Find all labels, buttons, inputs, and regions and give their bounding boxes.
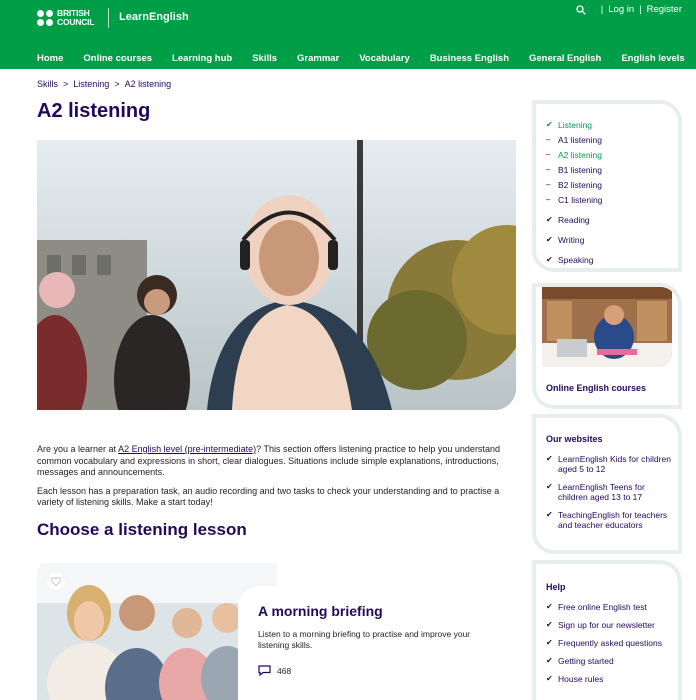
hero-image: [37, 140, 516, 410]
check-icon: ✔: [546, 674, 553, 683]
heart-icon: [51, 577, 61, 586]
online-courses-title[interactable]: Online English courses: [546, 383, 647, 393]
breadcrumb-skills[interactable]: Skills: [37, 79, 59, 89]
help-getting-started[interactable]: ✔ Getting started: [546, 656, 614, 666]
check-icon: ✔: [546, 235, 553, 244]
our-websites: [532, 414, 682, 554]
intro-paragraph-2: Each lesson has a preparation task, an audio recording and two tasks to check your understanding and to practise a variety of listening skills. Make a start today!: [37, 485, 500, 507]
main-nav: [37, 53, 696, 64]
help-free-test[interactable]: ✔ Free online English test: [546, 602, 647, 612]
british-council-logo[interactable]: [37, 9, 94, 26]
search-icon[interactable]: [576, 5, 586, 15]
nav-learning-hub[interactable]: Learning hub: [172, 53, 233, 64]
nav-home[interactable]: Home: [37, 53, 64, 64]
section-title: Choose a listening lesson: [37, 520, 247, 539]
sidebar-item-a1-listening[interactable]: – A1 listening: [546, 135, 602, 145]
check-icon: ✔: [546, 120, 553, 129]
courses-photo: [542, 287, 672, 367]
check-icon: ✔: [546, 510, 553, 519]
nav-business-english[interactable]: Business English: [429, 53, 509, 64]
logo-line2: COUNCIL: [57, 16, 95, 27]
site-header: [0, 0, 696, 69]
sidebar-item-reading[interactable]: ✔ Reading: [546, 215, 590, 225]
brand-name[interactable]: LearnEnglish: [119, 11, 189, 23]
logo-dots-icon: [37, 10, 53, 26]
help-menu: [532, 560, 682, 700]
nav-online-courses[interactable]: Online courses: [83, 53, 153, 64]
help-faq[interactable]: ✔ Frequently asked questions: [546, 638, 662, 648]
login-link[interactable]: Log in: [608, 4, 635, 15]
breadcrumb-listening[interactable]: Listening: [73, 79, 110, 89]
breadcrumb: Skills > Listening > A2 listening: [37, 79, 172, 89]
check-icon: ✔: [546, 482, 553, 491]
register-link[interactable]: Register: [646, 4, 682, 15]
website-learnenglish-teens[interactable]: ✔ LearnEnglish Teens for children aged 13 to 17: [546, 482, 645, 502]
skills-menu: [532, 100, 682, 272]
help-title: Help: [546, 582, 566, 592]
nav-vocabulary[interactable]: Vocabulary: [359, 53, 410, 64]
sidebar-item-writing[interactable]: ✔ Writing: [546, 235, 585, 245]
check-icon: ✔: [546, 215, 553, 224]
lesson-description: Listen to a morning briefing to practise and improve your listening skills.: [258, 629, 471, 650]
check-icon: ✔: [546, 638, 553, 647]
help-house-rules[interactable]: ✔ House rules: [546, 674, 604, 684]
sidebar-item-c1-listening[interactable]: – C1 listening: [546, 195, 603, 205]
website-teachingenglish[interactable]: ✔ TeachingEnglish for teachers and teacher educators: [546, 510, 668, 530]
website-learnenglish-kids[interactable]: ✔ LearnEnglish Kids for children aged 5 to 12: [546, 454, 671, 474]
comment-count-value: 468: [277, 665, 292, 676]
lesson-title[interactable]: A morning briefing: [258, 603, 383, 619]
account-links: | Log in | Register: [576, 4, 682, 15]
sidebar-item-listening[interactable]: ✔ Listening: [546, 120, 593, 130]
breadcrumb-current: A2 listening: [124, 79, 172, 89]
sidebar-item-speaking[interactable]: ✔ Speaking: [546, 255, 594, 265]
nav-english-levels[interactable]: English levels: [621, 53, 685, 64]
check-icon: ✔: [546, 602, 553, 611]
our-websites-title: Our websites: [546, 434, 603, 444]
courses-image: [542, 287, 672, 367]
logo-divider: [108, 8, 109, 28]
sidebar-item-a2-listening[interactable]: – A2 listening: [546, 150, 602, 160]
page-title: A2 listening: [37, 100, 151, 122]
check-icon: ✔: [546, 454, 553, 463]
favourite-button[interactable]: [47, 572, 65, 590]
online-courses-promo[interactable]: [532, 283, 682, 409]
hero-illustration: [37, 140, 516, 410]
intro-text: [37, 444, 517, 516]
intro-paragraph-1: Are you a learner at A2 English level (pre-intermediate)? This section offers listening practice to help you understand common vocabulary and expressions in short, clear dialogues. Situations include simple explanations, introductions, messages and announcements.: [37, 444, 500, 477]
logo-line1: BRITISH: [57, 8, 90, 18]
sidebar-item-b2-listening[interactable]: – B2 listening: [546, 180, 602, 190]
check-icon: ✔: [546, 620, 553, 629]
a2-level-link[interactable]: A2 English level (pre-intermediate): [118, 444, 257, 454]
nav-skills[interactable]: Skills: [252, 53, 278, 64]
nav-general-english[interactable]: General English: [529, 53, 602, 64]
comment-icon: [258, 665, 271, 676]
sidebar-item-b1-listening[interactable]: – B1 listening: [546, 165, 602, 175]
comment-count: [258, 665, 291, 676]
nav-grammar[interactable]: Grammar: [297, 53, 340, 64]
help-newsletter[interactable]: ✔ Sign up for our newsletter: [546, 620, 655, 630]
check-icon: ✔: [546, 255, 553, 264]
check-icon: ✔: [546, 656, 553, 665]
